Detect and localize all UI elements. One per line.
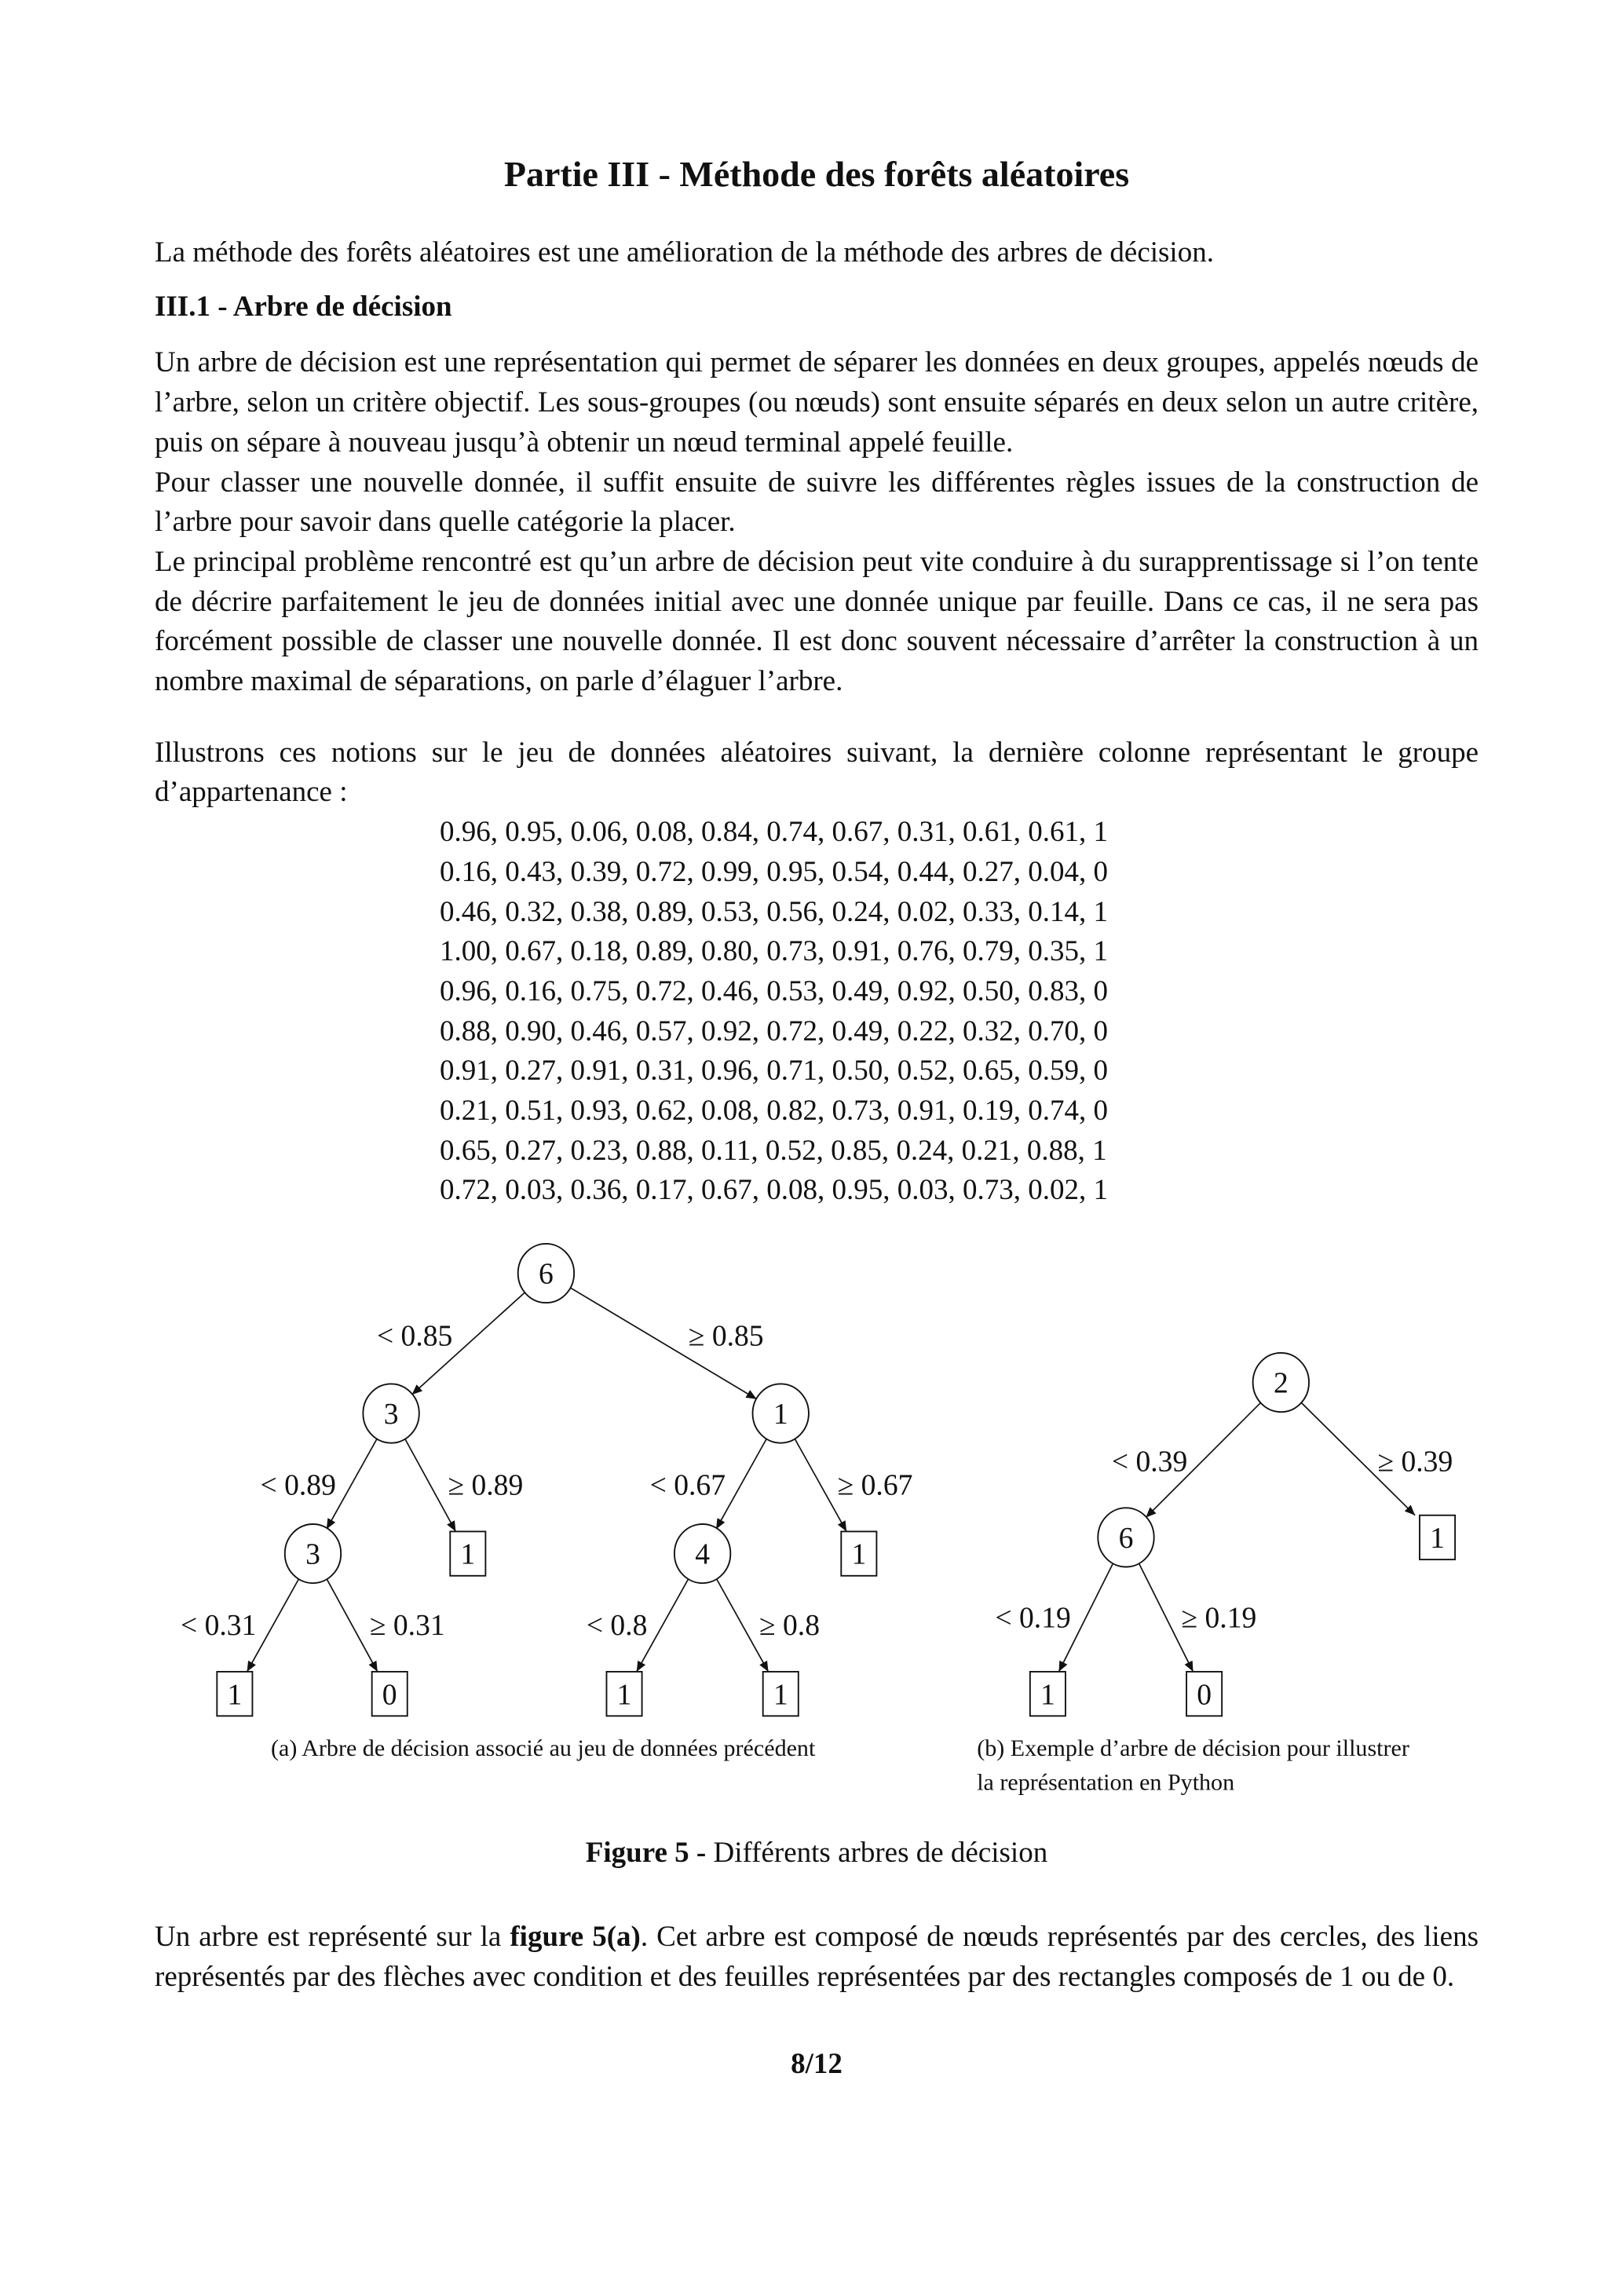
caption-b-line1: (b) Exemple d’arbre de décision pour illustrer: [977, 1735, 1409, 1762]
text: . Cet arbre est composé de nœuds représentés par des cercles, des liens représentés par des flèches avec condition et des feuilles représentées par des rectangles composés de 1 ou de 0.: [155, 1920, 1479, 1993]
edge-label: < 0.19: [995, 1602, 1071, 1635]
data-row: 1.00, 0.67, 0.18, 0.89, 0.80, 0.73, 0.91, 0.76, 0.79, 0.35, 1: [440, 935, 1108, 968]
edge-label: ≥ 0.31: [369, 1610, 445, 1643]
figure-reference: figure 5(a): [510, 1920, 641, 1953]
edge-label: < 0.39: [1111, 1446, 1188, 1479]
figure-title: [155, 1834, 1479, 1874]
section-heading: III.1 - Arbre de décision: [155, 290, 452, 323]
tree-b-node: 2: [1273, 1367, 1289, 1400]
tree-a-leaf: 1: [851, 1538, 867, 1571]
data-row: 0.96, 0.16, 0.75, 0.72, 0.46, 0.53, 0.49, 0.92, 0.50, 0.83, 0: [440, 974, 1108, 1007]
text: Un arbre est représenté sur la: [155, 1920, 510, 1953]
tree-a-node: 4: [695, 1538, 711, 1571]
tree-b-leaf: 1: [1040, 1679, 1055, 1712]
data-row: 0.91, 0.27, 0.91, 0.31, 0.96, 0.71, 0.50, 0.52, 0.65, 0.59, 0: [440, 1055, 1108, 1088]
tree-a-leaf: 1: [227, 1679, 243, 1712]
data-row: 0.46, 0.32, 0.38, 0.89, 0.53, 0.56, 0.24, 0.02, 0.33, 0.14, 1: [440, 895, 1108, 928]
tree-a-leaf: 0: [382, 1679, 397, 1712]
tree-a-node: 1: [773, 1398, 788, 1431]
tree-b-leaf: 0: [1197, 1679, 1212, 1712]
edge-label: < 0.8: [586, 1610, 648, 1643]
data-row: 0.21, 0.51, 0.93, 0.62, 0.08, 0.82, 0.73, 0.91, 0.19, 0.74, 0: [440, 1095, 1108, 1128]
tree-a-leaf: 1: [460, 1538, 476, 1571]
data-row: 0.96, 0.95, 0.06, 0.08, 0.84, 0.74, 0.67, 0.31, 0.61, 0.61, 1: [440, 816, 1108, 849]
edge-label: < 0.67: [649, 1469, 726, 1502]
figure-label: Figure 5 -: [585, 1837, 707, 1870]
dataset: [155, 813, 1479, 1211]
final-paragraph: [155, 1918, 1479, 1997]
decision-tree-figure: [148, 1229, 1505, 1819]
data-row: 0.72, 0.03, 0.36, 0.17, 0.67, 0.08, 0.95, 0.03, 0.73, 0.02, 1: [440, 1174, 1108, 1207]
page-content: [155, 154, 1479, 2085]
tree-a-node: 6: [539, 1258, 554, 1291]
body-paragraphs: [155, 343, 1479, 701]
edge-label: < 0.31: [181, 1610, 257, 1643]
intro-text: La méthode des forêts aléatoires est une amélioration de la méthode des arbres de décision.: [155, 236, 1214, 269]
edge-label: ≥ 0.39: [1377, 1446, 1453, 1479]
tree-a-node: 3: [383, 1398, 399, 1431]
tree-a-node: 3: [305, 1538, 320, 1571]
data-row: 0.16, 0.43, 0.39, 0.72, 0.99, 0.95, 0.54, 0.44, 0.27, 0.04, 0: [440, 855, 1108, 888]
edge-label: ≥ 0.19: [1181, 1602, 1257, 1635]
page-title: Partie III - Méthode des forêts aléatoires: [503, 154, 1130, 194]
edge-label: ≥ 0.89: [448, 1469, 524, 1502]
tree-a-leaf: 1: [616, 1679, 632, 1712]
figure-title-text: Différents arbres de décision: [706, 1837, 1048, 1870]
edge-label: ≥ 0.85: [688, 1320, 764, 1353]
data-row: 0.88, 0.90, 0.46, 0.57, 0.92, 0.72, 0.49, 0.22, 0.32, 0.70, 0: [440, 1015, 1108, 1047]
paragraph: Un arbre de décision est une représentation qui permet de séparer les données en deux groupes, appelés nœuds de l’arbre, selon un critère objectif. Les sous-groupes (ou nœuds) sont ensuite séparés en deux selon un autre critère, puis on sépare à nouveau jusqu’à obtenir un nœud terminal appelé feuille.: [155, 346, 1479, 459]
data-row: 0.65, 0.27, 0.23, 0.88, 0.11, 0.52, 0.85, 0.24, 0.21, 0.88, 1: [440, 1134, 1107, 1167]
paragraph: Illustrons ces notions sur le jeu de données aléatoires suivant, la dernière colonne représentant le groupe d’appartenance :: [155, 736, 1479, 809]
tree-b-node: 6: [1118, 1523, 1134, 1556]
tree-b-leaf: 1: [1430, 1523, 1445, 1556]
paragraph: Le principal problème rencontré est qu’un arbre de décision peut vite conduire à du surapprentissage si l’on tente de décrire parfaitement le jeu de données initial avec une donnée unique par feuille. Dans ce cas, il ne sera pas forcément possible de classer une nouvelle donnée. Il est donc souvent nécessaire d’arrêter la construction à un nombre maximal de séparations, on parle d’élaguer l’arbre.: [155, 545, 1479, 698]
edge-label: ≥ 0.8: [759, 1610, 821, 1643]
caption-b-line2: la représentation en Python: [977, 1768, 1235, 1796]
caption-a: (a) Arbre de décision associé au jeu de données précédent: [271, 1735, 816, 1762]
paragraph: Pour classer une nouvelle donnée, il suffit ensuite de suivre les différentes règles issues de la construction de l’arbre pour savoir dans quelle catégorie la placer.: [155, 466, 1479, 539]
tree-a-leaf: 1: [773, 1679, 788, 1712]
edge-label: < 0.85: [376, 1320, 453, 1353]
edge-label: < 0.89: [260, 1469, 336, 1502]
page-number: 8/12: [791, 2048, 843, 2081]
edge-label: ≥ 0.67: [837, 1469, 913, 1502]
